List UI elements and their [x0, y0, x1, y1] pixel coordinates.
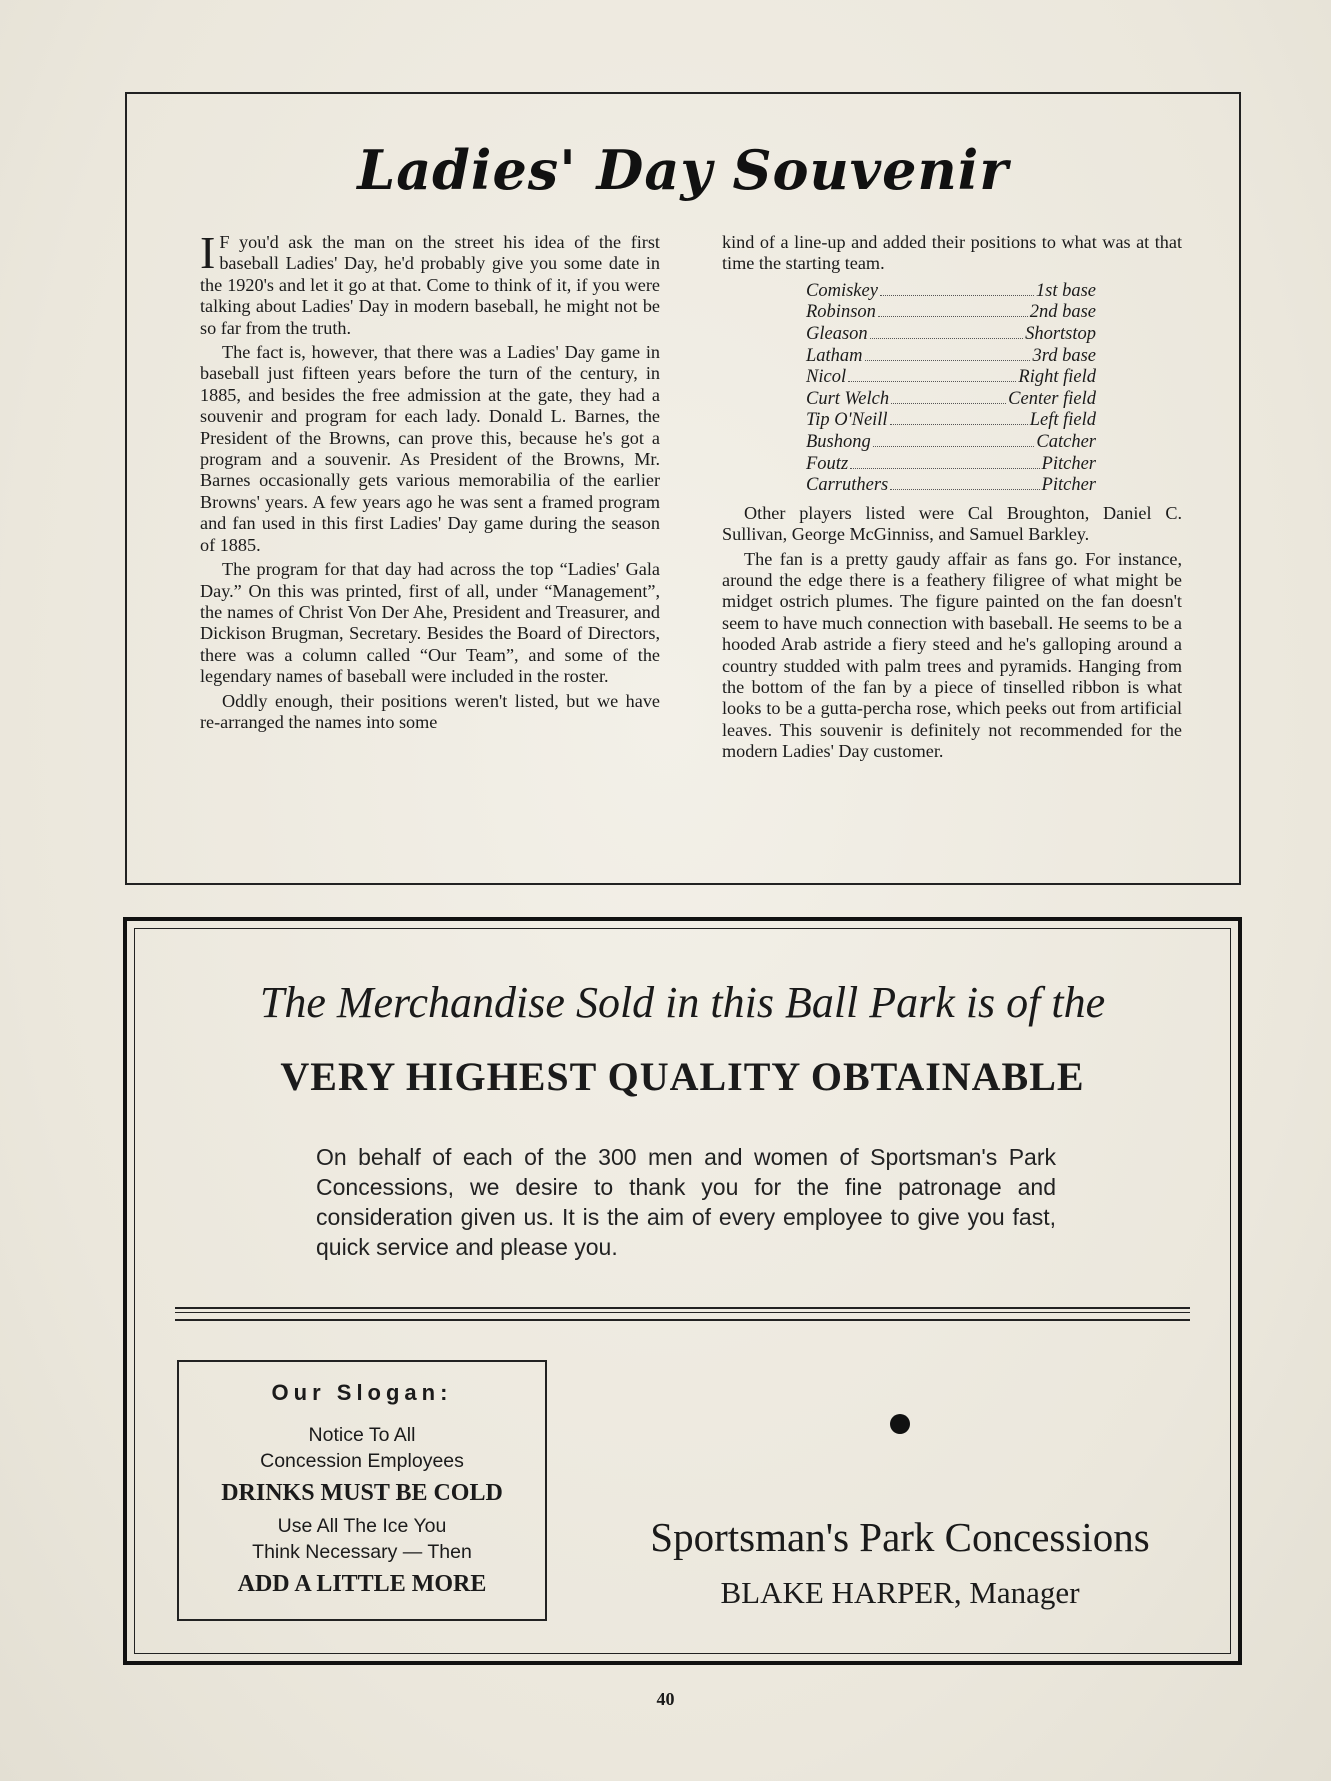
article-box	[125, 92, 1241, 885]
concessions-ad	[123, 917, 1242, 1665]
ad-headline: The Merchandise Sold in this Ball Park is of the	[259, 978, 1106, 1027]
ad-subhead: VERY HIGHEST QUALITY OBTAINABLE	[280, 1054, 1085, 1099]
manager-name: BLAKE HARPER, Manager	[720, 1575, 1080, 1610]
article-paragraph: Oddly enough, their positions weren't listed, but we have re-arranged the names into some	[200, 690, 660, 732]
lineup-row: Latham 3rd base	[806, 345, 1096, 366]
company-name: Sportsman's Park Concessions	[650, 1514, 1150, 1560]
slogan-box	[177, 1360, 547, 1621]
article-paragraph: I F you'd ask the man on the street his idea of the first baseball Ladies' Day, he'd probably give you some date in the 1920's and let it go at that. Come to think of it, if you were talking about Ladies' Day in modern baseball, he might not be so far from the truth.	[200, 227, 660, 338]
article-left-column	[200, 227, 660, 736]
article-title: Ladies' Day Souvenir	[357, 138, 1009, 202]
article-paragraph: The program for that day had across the top “Ladies' Gala Day.” On this was printed, first of all, under “Management”, the names of Christ Von Der Ahe, President and Treasurer, and Dickison Brugman, Secretary. Besides the Board of Directors, there was a column called “Our Team”, and some of the legendary names of baseball were included in the roster.	[200, 559, 660, 687]
ad-body-text: On behalf of each of the 300 men and women of Sportsman's Park Concessions, we desire to thank you for the fine patronage and consideration given us. It is the aim of every employee to give you fast, quick service and please you.	[316, 1144, 1056, 1260]
lineup-row: Robinson 2nd base	[806, 302, 1096, 323]
article-paragraph: kind of a line-up and added their positions to what was at that time the starting team.	[722, 232, 1182, 274]
slogan-title: Our Slogan:	[271, 1380, 453, 1405]
slogan-add-more: ADD A LITTLE MORE	[237, 1571, 487, 1597]
lineup-row: Bushong Catcher	[806, 431, 1096, 452]
drop-cap: I	[200, 227, 216, 278]
slogan-drinks-cold: DRINKS MUST BE COLD	[221, 1480, 503, 1506]
lineup-row: Comiskey 1st base	[806, 280, 1096, 301]
bullet-dot-icon	[890, 1414, 910, 1434]
team-lineup	[806, 281, 1096, 497]
ad-inner-frame	[134, 928, 1231, 1654]
lineup-row: Carruthers Pitcher	[806, 475, 1096, 496]
article-right-column	[722, 232, 1182, 766]
lineup-row: Nicol Right field	[806, 367, 1096, 388]
slogan-notice: Notice To All Concession Employees	[260, 1424, 464, 1472]
lineup-row: Foutz Pitcher	[806, 453, 1096, 474]
article-paragraph: Other players listed were Cal Broughton, Daniel C. Sullivan, George McGinniss, and Samuel Barkley.	[722, 502, 1182, 545]
page-number: 40	[656, 1689, 675, 1709]
slogan-ice-note: Use All The Ice You Think Necessary — Then	[252, 1515, 472, 1563]
lineup-row: Curt Welch Center field	[806, 388, 1096, 409]
lineup-row: Tip O'Neill Left field	[806, 410, 1096, 431]
article-paragraph: The fact is, however, that there was a Ladies' Day game in baseball just fifteen years before the turn of the century, in 1885, and besides the free admission at the gate, they had a souvenir and program for each lady. Donald L. Barnes, the President of the Browns, can prove this, because he's got a program and a souvenir. As President of the Browns, Mr. Barnes occasionally gets various memorabilia of the earlier Browns' years. A few years ago he was sent a framed program and fan used in this first Ladies' Day game during the season of 1885.	[200, 342, 660, 555]
divider-rule	[175, 1307, 1190, 1321]
article-paragraph: The fan is a pretty gaudy affair as fans go. For instance, around the edge there is a feathery filigree of what might be midget ostrich plumes. The figure painted on the fan doesn't seem to have much connection with baseball. He seems to be a hooded Arab astride a fiery steed and he's galloping around a country studded with palm trees and pyramids. Hanging from the bottom of the fan by a piece of tinselled ribbon is what looks to be a gutta-percha rose, which peeks out from artificial leaves. This souvenir is definitely not recommended for the modern Ladies' Day customer.	[722, 548, 1182, 762]
lineup-row: Gleason Shortstop	[806, 324, 1096, 344]
